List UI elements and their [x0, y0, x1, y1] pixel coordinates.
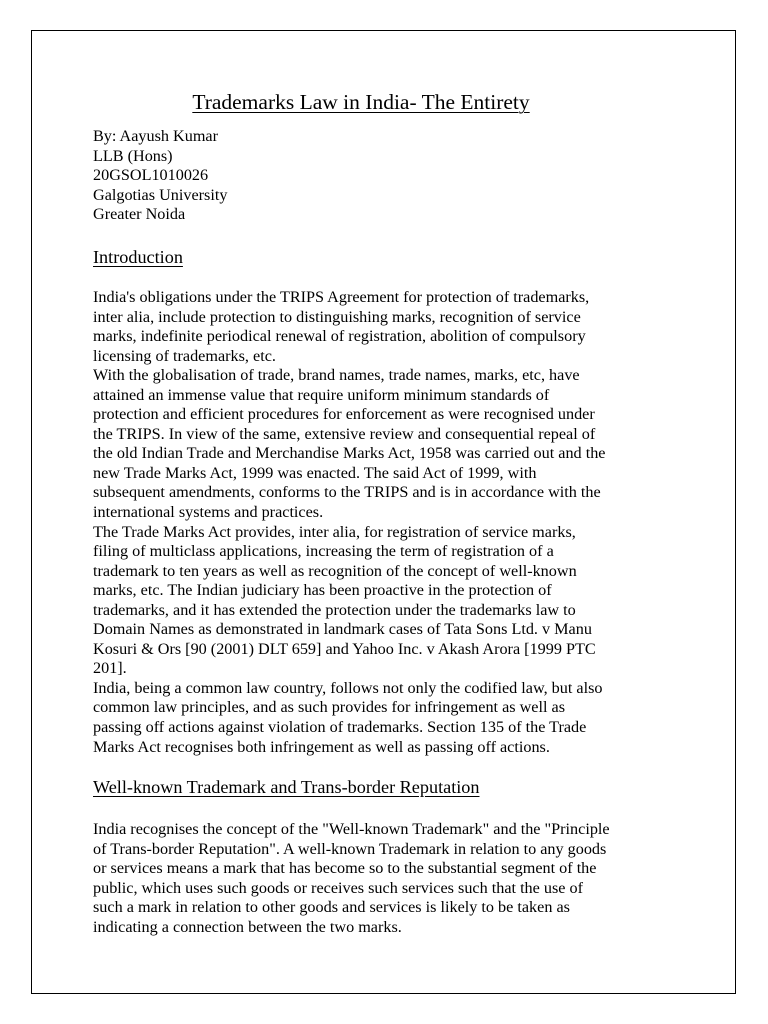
text-line: trademarks, and it has extended the protection under the trademarks law to: [93, 600, 576, 619]
text-line: indicating a connection between the two marks.: [93, 917, 402, 936]
text-line: common law principles, and as such provides for infringement as well as: [93, 698, 566, 717]
text-line: India's obligations under the TRIPS Agreement for protection of trademarks,: [93, 288, 590, 306]
text-line: public, which uses such goods or receives such services such that the use of: [93, 878, 583, 897]
text-line: marks, etc. The Indian judiciary has been proactive in the protection of: [93, 581, 552, 600]
author-name: By: Aayush Kumar: [93, 127, 218, 145]
text-line: of Trans-border Reputation". A well-known Trademark in relation to any goods: [93, 839, 607, 858]
text-line: Kosuri & Ors [90 (2001) DLT 659] and Yahoo Inc. v Akash Arora [1999 PTC: [93, 639, 596, 658]
author-block: [93, 127, 227, 225]
text-line: the TRIPS. In view of the same, extensive review and consequential repeal of: [93, 424, 596, 443]
text-line: new Trade Marks Act, 1999 was enacted. The said Act of 1999, with: [93, 463, 537, 482]
text-line: marks, indefinite periodical renewal of registration, abolition of compulsory: [93, 327, 586, 346]
author-location: Greater Noida: [93, 205, 186, 224]
text-line: Marks Act recognises both infringement as well as passing off actions.: [93, 737, 550, 756]
author-id: 20GSOL1010026: [93, 166, 209, 185]
text-line: 201].: [93, 659, 127, 678]
section-body-well-known-trademark: [93, 820, 610, 937]
text-line: inter alia, include protection to distinguishing marks, recognition of service: [93, 307, 581, 326]
text-line: such a mark in relation to other goods and services is likely to be taken as: [93, 898, 570, 917]
text-line: or services means a mark that has become so to the substantial segment of the: [93, 859, 597, 878]
text-line: Domain Names as demonstrated in landmark cases of Tata Sons Ltd. v Manu: [93, 620, 592, 639]
document-title: Trademarks Law in India- The Entirety: [192, 90, 530, 114]
text-line: filing of multiclass applications, increasing the term of registration of a: [93, 542, 554, 561]
text-line: India, being a common law country, follows not only the codified law, but also: [93, 678, 603, 697]
text-line: The Trade Marks Act provides, inter alia, for registration of service marks,: [93, 522, 576, 541]
text-line: international systems and practices.: [93, 503, 324, 522]
section-body-introduction: [93, 288, 605, 757]
text-line: trademark to ten years as well as recognition of the concept of well-known: [93, 561, 577, 580]
text-line: licensing of trademarks, etc.: [93, 346, 276, 365]
text-line: the old Indian Trade and Merchandise Marks Act, 1958 was carried out and the: [93, 444, 606, 463]
text-line: subsequent amendments, conforms to the TRIPS and is in accordance with the: [93, 483, 601, 502]
text-line: With the globalisation of trade, brand names, trade names, marks, etc, have: [93, 366, 580, 385]
section-heading-well-known-trademark: Well-known Trademark and Trans-border Reputation: [93, 777, 480, 797]
text-line: protection and efficient procedures for enforcement as were recognised under: [93, 405, 595, 424]
text-line: passing off actions against violation of trademarks. Section 135 of the Trade: [93, 718, 587, 737]
text-line: attained an immense value that require uniform minimum standards of: [93, 385, 550, 404]
section-heading-introduction: Introduction: [93, 247, 183, 267]
author-degree: LLB (Hons): [93, 146, 173, 165]
text-line: India recognises the concept of the "Well-known Trademark" and the "Principle: [93, 820, 610, 838]
author-university: Galgotias University: [93, 185, 228, 204]
